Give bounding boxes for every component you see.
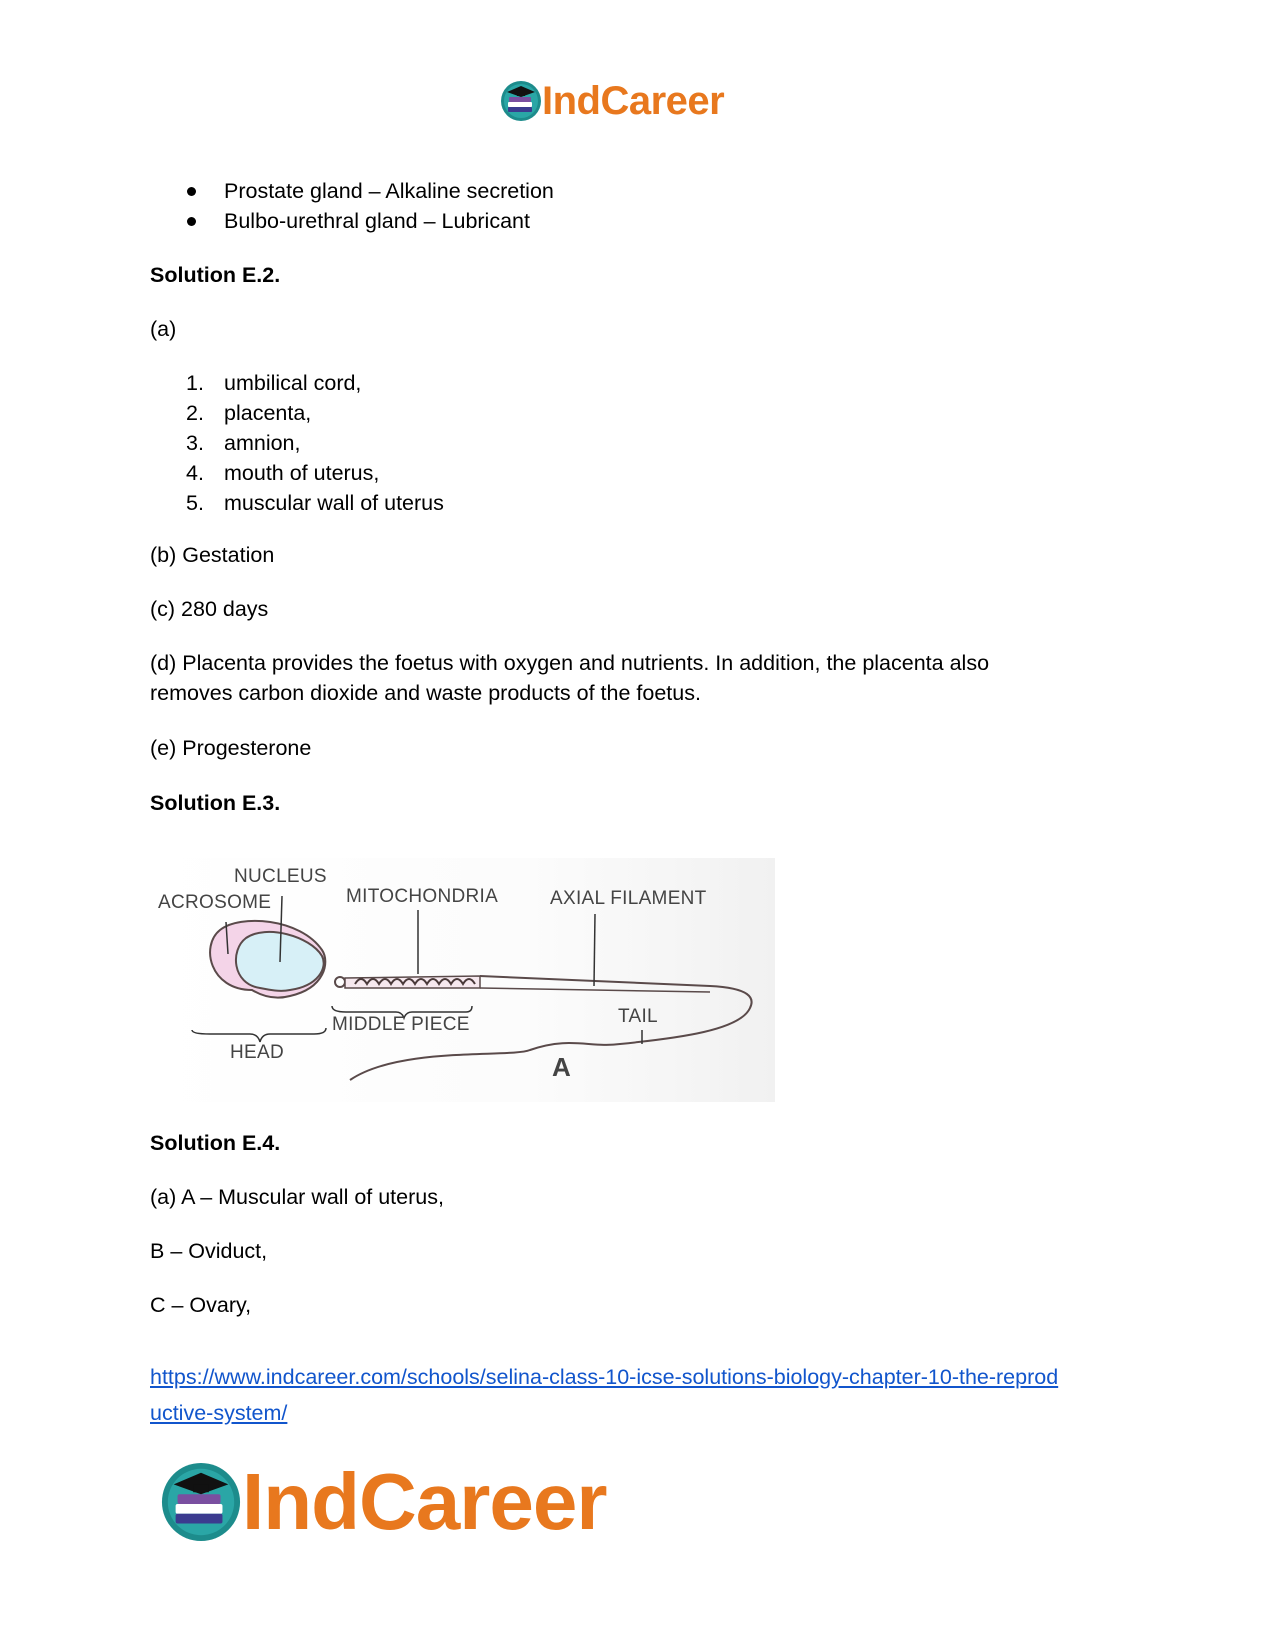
nucleus-label: NUCLEUS xyxy=(234,866,327,887)
part-a-label: (a) xyxy=(150,317,177,341)
list-item: 2. placenta, xyxy=(186,401,312,425)
source-link-line-1[interactable]: https://www.indcareer.com/schools/selina-class-10-icse-solutions-biology-chapter-10-the-reprod xyxy=(150,1365,1059,1389)
source-link[interactable] xyxy=(150,1362,1058,1392)
solution-e4-heading: Solution E.4. xyxy=(150,1131,281,1155)
sperm-diagram xyxy=(150,858,775,1102)
e4-line-c: C – Ovary, xyxy=(150,1293,252,1317)
graduation-cap-book-icon xyxy=(160,1461,242,1543)
header-logo[interactable] xyxy=(500,78,724,124)
part-e-text: (e) Progesterone xyxy=(150,736,312,760)
list-item: 1. umbilical cord, xyxy=(186,371,362,395)
head-brace xyxy=(192,1028,326,1042)
source-link-line-2[interactable]: uctive-system/ xyxy=(150,1401,288,1425)
list-item: Bulbo-urethral gland – Lubricant xyxy=(150,206,554,236)
head-label: HEAD xyxy=(230,1042,284,1063)
list-item: 5. muscular wall of uterus xyxy=(186,491,444,515)
acrosome-label: ACROSOME xyxy=(158,892,272,913)
e4-line-b: B – Oviduct, xyxy=(150,1239,268,1263)
axial-filament-label: AXIAL FILAMENT xyxy=(550,888,707,909)
source-link-continued[interactable] xyxy=(150,1398,287,1428)
part-b-text: (b) Gestation xyxy=(150,543,275,567)
solution-e3-heading: Solution E.3. xyxy=(150,791,281,815)
list-item: 3. amnion, xyxy=(186,431,301,455)
footer-logo-text: IndCareer xyxy=(242,1457,607,1546)
bullet-icon xyxy=(187,217,196,226)
gland-bullet-list xyxy=(150,176,554,236)
solution-e2-heading: Solution E.2. xyxy=(150,263,281,287)
list-item: Prostate gland – Alkaline secretion xyxy=(150,176,554,206)
graduation-cap-book-icon xyxy=(500,80,542,122)
bullet-icon xyxy=(187,187,196,196)
part-c-text: (c) 280 days xyxy=(150,597,269,621)
list-item: 4. mouth of uterus, xyxy=(186,461,380,485)
part-d-line-2: removes carbon dioxide and waste products of the foetus. xyxy=(150,681,701,705)
mitochondria-label: MITOCHONDRIA xyxy=(346,886,499,907)
header-logo-text: IndCareer xyxy=(542,79,725,123)
part-d-line-1: (d) Placenta provides the foetus with oxygen and nutrients. In addition, the placenta also xyxy=(150,651,990,675)
footer-logo[interactable] xyxy=(160,1457,607,1546)
tail-label: TAIL xyxy=(618,1006,658,1027)
middle-piece-label: MIDDLE PIECE xyxy=(332,1014,470,1035)
part-a-numbered-list xyxy=(150,368,444,518)
figure-letter-label: A xyxy=(552,1052,572,1082)
e4-line-a: (a) A – Muscular wall of uterus, xyxy=(150,1185,444,1209)
